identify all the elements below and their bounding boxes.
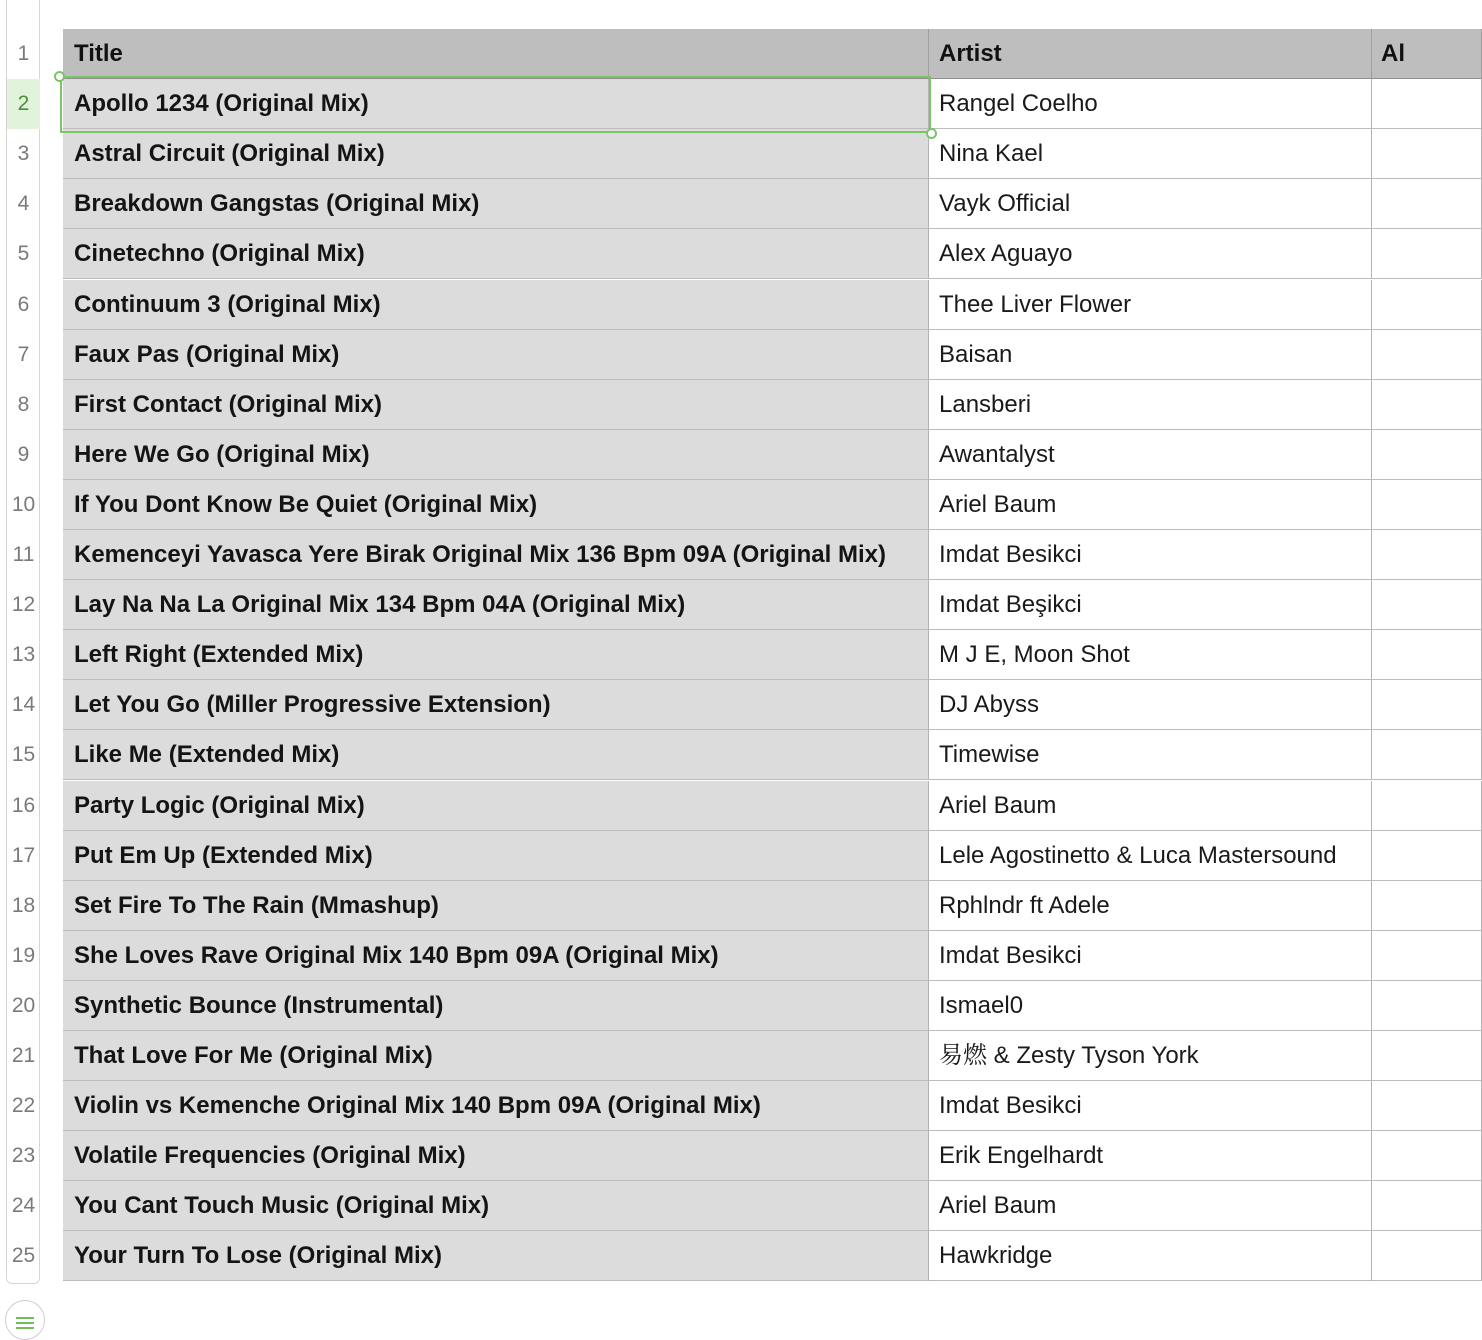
table-row xyxy=(63,981,1463,1031)
title-cell[interactable]: Faux Pas (Original Mix) xyxy=(63,330,929,380)
row-number[interactable]: 17 xyxy=(11,843,36,867)
table-row xyxy=(63,931,1463,981)
album-cell[interactable] xyxy=(1372,1231,1482,1281)
artist-cell[interactable]: Ariel Baum xyxy=(929,1181,1372,1231)
title-cell[interactable]: Synthetic Bounce (Instrumental) xyxy=(63,981,929,1031)
table-row xyxy=(63,179,1463,229)
table-row xyxy=(63,380,1463,430)
artist-cell[interactable]: Baisan xyxy=(929,330,1372,380)
table-row xyxy=(63,1031,1463,1081)
album-cell[interactable] xyxy=(1372,79,1482,129)
spreadsheet-table xyxy=(63,29,1405,1285)
row-number[interactable]: 22 xyxy=(11,1094,36,1118)
row-number[interactable]: 6 xyxy=(17,292,30,316)
title-cell[interactable]: Party Logic (Original Mix) xyxy=(63,781,929,831)
row-number[interactable]: 23 xyxy=(11,1144,36,1168)
artist-cell[interactable]: Rphlndr ft Adele xyxy=(929,881,1372,931)
artist-cell[interactable]: Awantalyst xyxy=(929,430,1372,480)
title-cell[interactable]: If You Dont Know Be Quiet (Original Mix) xyxy=(63,480,929,530)
table-row xyxy=(63,79,1463,129)
table-row xyxy=(63,229,1463,279)
title-cell[interactable]: First Contact (Original Mix) xyxy=(63,380,929,430)
artist-cell[interactable]: Imdat Besikci xyxy=(929,530,1372,580)
album-cell[interactable] xyxy=(1372,1031,1482,1081)
row-number[interactable]: 13 xyxy=(11,643,36,667)
album-cell[interactable] xyxy=(1372,380,1482,430)
table-row xyxy=(63,881,1463,931)
title-cell[interactable]: Set Fire To The Rain (Mmashup) xyxy=(63,881,929,931)
album-cell[interactable] xyxy=(1372,229,1482,279)
title-cell[interactable]: Volatile Frequencies (Original Mix) xyxy=(63,1131,929,1181)
column-header-title[interactable]: Title xyxy=(63,29,929,79)
row-number[interactable]: 25 xyxy=(11,1244,36,1268)
artist-cell[interactable]: Ismael0 xyxy=(929,981,1372,1031)
header-row xyxy=(63,29,1463,79)
artist-cell[interactable]: Imdat Beşikci xyxy=(929,580,1372,630)
album-cell[interactable] xyxy=(1372,730,1482,780)
album-cell[interactable] xyxy=(1372,129,1482,179)
title-cell[interactable]: Continuum 3 (Original Mix) xyxy=(63,280,929,330)
row-number[interactable]: 9 xyxy=(17,442,30,466)
add-row-icon[interactable] xyxy=(5,1300,45,1340)
album-cell[interactable] xyxy=(1372,881,1482,931)
title-cell[interactable]: You Cant Touch Music (Original Mix) xyxy=(63,1181,929,1231)
table-row xyxy=(63,1181,1463,1231)
row-number[interactable]: 18 xyxy=(11,893,36,917)
artist-cell[interactable]: Rangel Coelho xyxy=(929,79,1372,129)
row-number[interactable]: 21 xyxy=(11,1044,36,1067)
row-number[interactable]: 1 xyxy=(17,42,30,65)
album-cell[interactable] xyxy=(1372,480,1482,530)
table-row xyxy=(63,580,1463,630)
title-cell[interactable]: Left Right (Extended Mix) xyxy=(63,630,929,680)
title-cell[interactable]: Lay Na Na La Original Mix 134 Bpm 04A (Original Mix) xyxy=(63,580,929,630)
row-number[interactable]: 5 xyxy=(17,242,30,266)
album-cell[interactable] xyxy=(1372,179,1482,229)
column-header-artist[interactable]: Artist xyxy=(929,29,1372,79)
table-row xyxy=(63,530,1463,580)
artist-cell[interactable]: Lele Agostinetto & Luca Mastersound xyxy=(929,831,1372,881)
title-cell[interactable]: Apollo 1234 (Original Mix) xyxy=(63,79,929,129)
artist-cell[interactable]: 易燃 & Zesty Tyson York xyxy=(929,1031,1372,1081)
artist-cell[interactable]: Imdat Besikci xyxy=(929,931,1372,981)
row-number[interactable]: 10 xyxy=(11,492,36,516)
album-cell[interactable] xyxy=(1372,330,1482,380)
title-cell[interactable]: She Loves Rave Original Mix 140 Bpm 09A (Original Mix) xyxy=(63,931,929,981)
artist-cell[interactable]: Ariel Baum xyxy=(929,480,1372,530)
table-row xyxy=(63,430,1463,480)
artist-cell[interactable]: Hawkridge xyxy=(929,1231,1372,1281)
artist-cell[interactable]: Ariel Baum xyxy=(929,781,1372,831)
table-row xyxy=(63,1131,1463,1181)
title-cell[interactable]: Your Turn To Lose (Original Mix) xyxy=(63,1231,929,1281)
selection-handle-bottom-right[interactable] xyxy=(926,128,937,139)
row-number[interactable]: 12 xyxy=(11,593,36,617)
artist-cell[interactable]: Imdat Besikci xyxy=(929,1081,1372,1131)
artist-cell[interactable]: Erik Engelhardt xyxy=(929,1131,1372,1181)
artist-cell[interactable]: Thee Liver Flower xyxy=(929,280,1372,330)
column-header-album[interactable]: Al xyxy=(1372,29,1482,79)
album-cell[interactable] xyxy=(1372,831,1482,881)
artist-cell[interactable]: Nina Kael xyxy=(929,129,1372,179)
row-number[interactable]: 8 xyxy=(17,392,30,416)
title-cell[interactable]: Astral Circuit (Original Mix) xyxy=(63,129,929,179)
row-number[interactable]: 14 xyxy=(11,693,36,717)
table-row xyxy=(63,831,1463,881)
row-number[interactable]: 19 xyxy=(11,943,36,967)
artist-cell[interactable]: M J E, Moon Shot xyxy=(929,630,1372,680)
album-cell[interactable] xyxy=(1372,931,1482,981)
album-cell[interactable] xyxy=(1372,781,1482,831)
table-row xyxy=(63,730,1463,780)
row-number-gutter xyxy=(6,0,40,1284)
album-cell[interactable] xyxy=(1372,280,1482,330)
row-number[interactable]: 4 xyxy=(17,192,30,216)
album-cell[interactable] xyxy=(1372,981,1482,1031)
title-cell[interactable]: Breakdown Gangstas (Original Mix) xyxy=(63,179,929,229)
album-cell[interactable] xyxy=(1372,630,1482,680)
table-row xyxy=(63,129,1463,179)
table-row xyxy=(63,1231,1463,1281)
artist-cell[interactable]: DJ Abyss xyxy=(929,680,1372,730)
selection-handle-top-left[interactable] xyxy=(54,71,65,82)
artist-cell[interactable]: Timewise xyxy=(929,730,1372,780)
album-cell[interactable] xyxy=(1372,1131,1482,1181)
album-cell[interactable] xyxy=(1372,1081,1482,1131)
row-number[interactable]: 11 xyxy=(12,543,35,566)
title-cell[interactable]: Like Me (Extended Mix) xyxy=(63,730,929,780)
row-number[interactable]: 7 xyxy=(17,342,30,366)
row-number[interactable]: 15 xyxy=(11,743,36,767)
row-number[interactable]: 16 xyxy=(11,793,36,817)
row-number[interactable]: 24 xyxy=(11,1194,36,1218)
album-cell[interactable] xyxy=(1372,1181,1482,1231)
table-row xyxy=(63,630,1463,680)
row-number[interactable]: 20 xyxy=(11,993,36,1017)
album-cell[interactable] xyxy=(1372,680,1482,730)
album-cell[interactable] xyxy=(1372,530,1482,580)
artist-cell[interactable]: Alex Aguayo xyxy=(929,229,1372,279)
table-row xyxy=(63,781,1463,831)
table-row xyxy=(63,480,1463,530)
artist-cell[interactable]: Lansberi xyxy=(929,380,1372,430)
title-cell[interactable]: Violin vs Kemenche Original Mix 140 Bpm 09A (Original Mix) xyxy=(63,1081,929,1131)
album-cell[interactable] xyxy=(1372,580,1482,630)
table-row xyxy=(63,680,1463,730)
row-number[interactable]: 2 xyxy=(7,79,40,129)
table-row xyxy=(63,1081,1463,1131)
row-number[interactable]: 3 xyxy=(17,142,30,166)
title-cell[interactable]: Here We Go (Original Mix) xyxy=(63,430,929,480)
title-cell[interactable]: Put Em Up (Extended Mix) xyxy=(63,831,929,881)
album-cell[interactable] xyxy=(1372,430,1482,480)
table-row xyxy=(63,280,1463,330)
title-cell[interactable]: Cinetechno (Original Mix) xyxy=(63,229,929,279)
table-row xyxy=(63,330,1463,380)
title-cell[interactable]: Let You Go (Miller Progressive Extension) xyxy=(63,680,929,730)
title-cell[interactable]: Kemenceyi Yavasca Yere Birak Original Mix 136 Bpm 09A (Original Mix) xyxy=(63,530,929,580)
artist-cell[interactable]: Vayk Official xyxy=(929,179,1372,229)
title-cell[interactable]: That Love For Me (Original Mix) xyxy=(63,1031,929,1081)
